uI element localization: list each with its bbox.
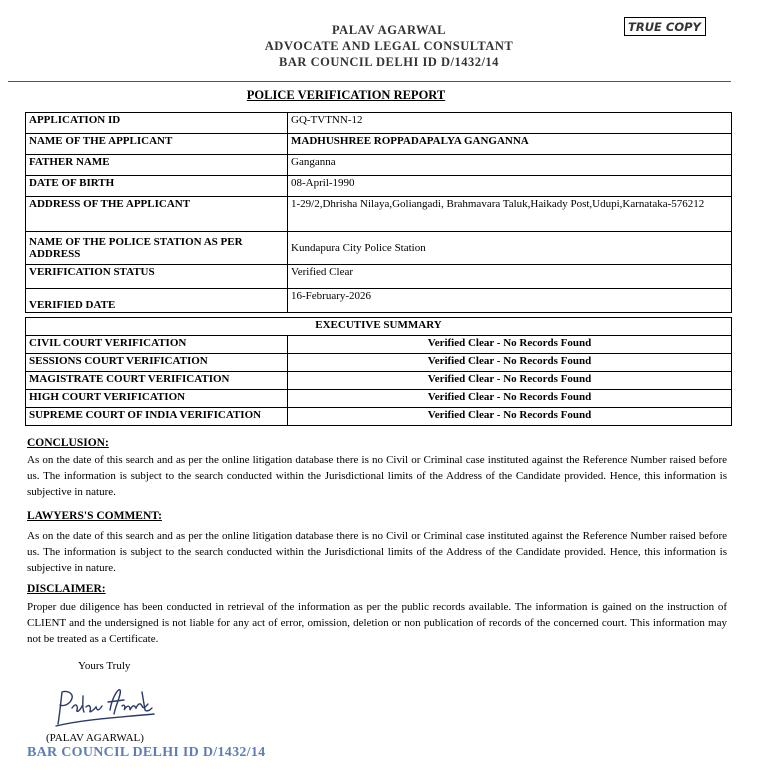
table-row — [26, 265, 732, 289]
summary-value: Verified Clear - No Records Found — [288, 408, 732, 426]
signature-image — [50, 684, 160, 737]
table-row — [26, 155, 732, 176]
footer-bar-council-id: BAR COUNCIL DELHI ID D/1432/14 — [27, 745, 266, 760]
detail-value: GQ-TVTNN-12 — [288, 113, 732, 134]
table-row — [26, 232, 732, 265]
true-copy-stamp: TRUE COPY — [624, 17, 706, 36]
table-row — [26, 289, 732, 313]
executive-summary-table — [25, 317, 732, 426]
table-header-row — [26, 318, 732, 336]
table-row — [26, 336, 732, 354]
summary-value: Verified Clear - No Records Found — [288, 390, 732, 408]
signatory-name: (PALAV AGARWAL) — [46, 732, 144, 744]
detail-label: VERIFICATION STATUS — [26, 265, 288, 289]
summary-label: MAGISTRATE COURT VERIFICATION — [26, 372, 288, 390]
lawyers-comment-heading: LAWYERS'S COMMENT: — [27, 510, 162, 522]
summary-label: HIGH COURT VERIFICATION — [26, 390, 288, 408]
applicant-details-table — [25, 112, 732, 313]
lawyers-comment-text: As on the date of this search and as per the online litigation database there is no Civil or Criminal case instituted against the Reference Number raised before us. The information is subject to the search conducted within the Jurisdictional limits of the Address of the Candidate provided. Hence, this information is subjective in nature. — [27, 530, 727, 574]
detail-value: Ganganna — [288, 155, 732, 176]
summary-value: Verified Clear - No Records Found — [288, 336, 732, 354]
detail-value: Kundapura City Police Station — [288, 232, 732, 265]
detail-label: VERIFIED DATE — [26, 289, 288, 313]
detail-label: APPLICATION ID — [26, 113, 288, 134]
letterhead-designation: ADVOCATE AND LEGAL CONSULTANT — [264, 39, 514, 53]
summary-value: Verified Clear - No Records Found — [288, 372, 732, 390]
detail-value: Verified Clear — [288, 265, 732, 289]
letterhead-name: PALAV AGARWAL — [331, 23, 447, 37]
summary-value: Verified Clear - No Records Found — [288, 354, 732, 372]
detail-label: NAME OF THE APPLICANT — [26, 134, 288, 155]
table-row — [26, 408, 732, 426]
table-row — [26, 134, 732, 155]
table-row — [26, 113, 732, 134]
table-row — [26, 197, 732, 232]
summary-label: SUPREME COURT OF INDIA VERIFICATION — [26, 408, 288, 426]
summary-label: CIVIL COURT VERIFICATION — [26, 336, 288, 354]
disclaimer-text: Proper due diligence has been conducted in retrieval of the information as per the public records available. The information is gained on the instruction of CLIENT and the undersigned is not liable for any act of error, omission, deletion or non publication of records of the concerned court. This information may not be treated as a Certificate. — [27, 601, 727, 645]
summary-label: SESSIONS COURT VERIFICATION — [26, 354, 288, 372]
table-row — [26, 176, 732, 197]
detail-value: MADHUSHREE ROPPADAPALYA GANGANNA — [288, 134, 732, 155]
detail-value: 1-29/2,Dhrisha Nilaya,Goliangadi, Brahmavara Taluk,Haikady Post,Udupi,Karnataka-576212 — [288, 197, 732, 232]
closing-salutation: Yours Truly — [78, 660, 131, 672]
detail-label: DATE OF BIRTH — [26, 176, 288, 197]
report-title: POLICE VERIFICATION REPORT — [246, 88, 446, 102]
table-row — [26, 372, 732, 390]
detail-value: 16-February-2026 — [288, 289, 732, 313]
table-row — [26, 354, 732, 372]
detail-label: ADDRESS OF THE APPLICANT — [26, 197, 288, 232]
conclusion-heading: CONCLUSION: — [27, 437, 109, 449]
letterhead-bar-id: BAR COUNCIL DELHI ID D/1432/14 — [279, 55, 499, 69]
table-row — [26, 390, 732, 408]
detail-label: FATHER NAME — [26, 155, 288, 176]
conclusion-text: As on the date of this search and as per the online litigation database there is no Civil or Criminal case instituted against the Reference Number raised before us. The information is subject to the search conducted within the Jurisdictional limits of the Address of the Candidate provided. Hence, this information is subjective in nature. — [27, 454, 727, 498]
summary-heading: EXECUTIVE SUMMARY — [26, 318, 732, 336]
detail-label: NAME OF THE POLICE STATION AS PER ADDRESS — [26, 232, 288, 265]
header-divider — [8, 81, 731, 82]
disclaimer-heading: DISCLAIMER: — [27, 583, 106, 595]
detail-value: 08-April-1990 — [288, 176, 732, 197]
